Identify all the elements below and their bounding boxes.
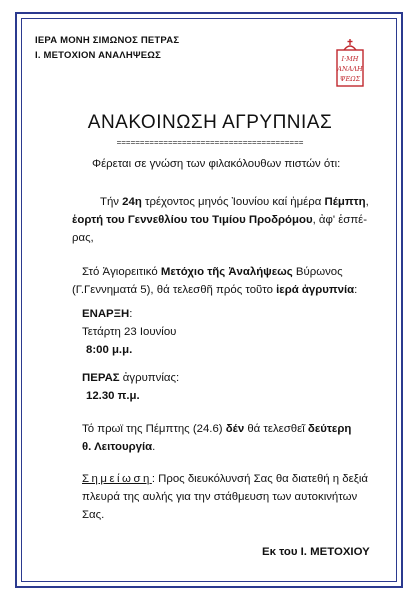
para1-line3: ρας, [72,232,94,244]
logo-text-2: ΑΝΑΛΗ [337,65,363,73]
note2-line3: Σας. [82,509,105,521]
title-underline-rule: ======================================== [116,138,304,147]
start-label: ΕΝΑΡΞΗ: [82,308,133,320]
metochion-name: Ι. ΜΕΤΟΧΙΟΝ ΑΝΑΛΗΨΕΩΣ [35,50,162,61]
para1-line2: ἑορτή του Γεννεθλίου του Τιμίου Προδρόμου, ἀφ' ἑσπέ- [72,214,368,226]
monastery-name: ΙΕΡΑ ΜΟΝΗ ΣΙΜΩΝΟΣ ΠΕΤΡΑΣ [35,35,180,46]
logo-text-3: ΨΕΩΣ [339,75,361,83]
end-time: 12.30 π.μ. [86,390,140,402]
end-label: ΠΕΡΑΣ ἀγρυπνίας: [82,372,180,384]
page-title: ΑΝΑΚΟΙΝΩΣΗ ΑΓΡΥΠΝΙΑΣ [87,112,333,133]
signature: Εκ του Ι. ΜΕΤΟΧΙΟΥ [262,546,370,558]
start-date: Τετάρτη 23 Ιουνίου [82,326,177,338]
logo-text-1: Ι·ΜΗ [341,55,359,63]
start-time: 8:00 μ.μ. [86,344,133,356]
para2-line1: Στό Ἁγιορειτικό Μετόχιο τῆς Ἀναλήψεως Βύρωνος [82,266,343,278]
para2-line2: (Γ.Γεννηματά 5), θά τελεσθῆ πρός τοῦτο ἱερά ἀγρυπνία: [72,284,358,296]
note2-line1: Σημείωση: Προς διευκόλυνσή Σας θα διατεθή η δεξιά [82,473,368,485]
para1-line1: Τήν 24η τρέχοντος μηνός Ἰουνίου καί ἡμέρα Πέμπτη, [100,196,369,208]
note1-line2: θ. Λειτουργία. [82,441,156,453]
note1-line1: Τό πρωϊ της Πέμπτης (24.6) δέν θά τελεσθεῖ δεύτερη [82,423,352,435]
metochion-logo [332,38,368,88]
intro-line: Φέρεται σε γνώση των φιλακόλουθων πιστών ότι: [92,158,341,170]
note2-line2: πλευρά της αυλής για την στάθμευση των αυτοκινήτων [82,491,358,503]
note-label: Σημείωση [82,473,152,485]
